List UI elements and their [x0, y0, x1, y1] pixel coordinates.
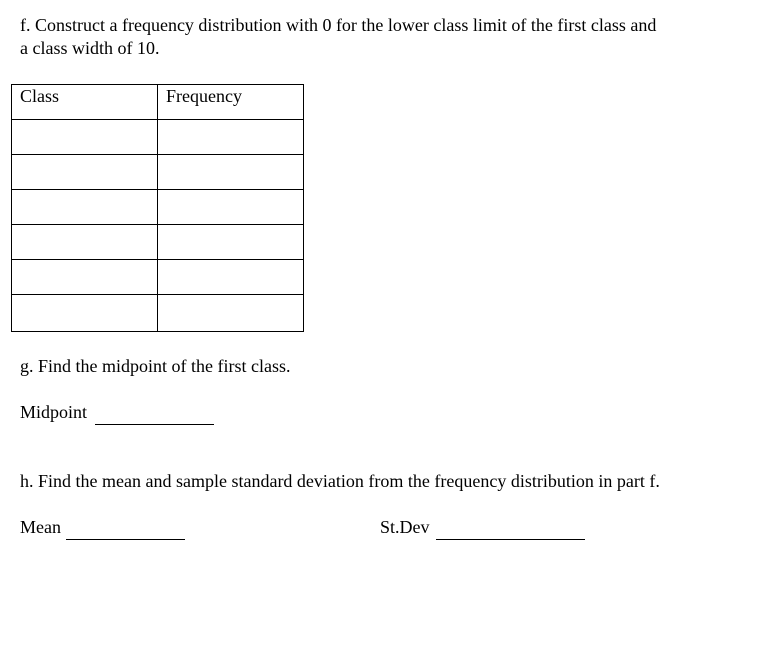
class-header-cell [12, 85, 158, 120]
table-header-row [12, 85, 304, 120]
midpoint-answer-blank[interactable] [95, 424, 214, 425]
frequency-table [11, 84, 304, 332]
mean-label: Mean [20, 517, 61, 537]
class-header: Class [20, 86, 60, 106]
class-cell[interactable] [12, 155, 158, 190]
question-f-text-line2: a class width of 10. [20, 38, 160, 58]
frequency-cell[interactable] [158, 225, 304, 260]
table-row [12, 260, 304, 295]
frequency-cell[interactable] [158, 190, 304, 225]
stdev-label: St.Dev [380, 517, 430, 537]
mean-answer-blank[interactable] [66, 539, 185, 540]
question-f-text-line1: f. Construct a frequency distribution with 0 for the lower class limit of the first class and [20, 15, 657, 35]
table-row [12, 225, 304, 260]
class-cell[interactable] [12, 190, 158, 225]
table-row [12, 295, 304, 332]
table-row [12, 155, 304, 190]
class-cell[interactable] [12, 260, 158, 295]
class-cell[interactable] [12, 225, 158, 260]
table-row [12, 190, 304, 225]
table-row [12, 120, 304, 155]
frequency-cell[interactable] [158, 120, 304, 155]
class-cell[interactable] [12, 295, 158, 332]
class-cell[interactable] [12, 120, 158, 155]
frequency-header: Frequency [166, 86, 242, 106]
midpoint-label: Midpoint [20, 402, 88, 422]
frequency-cell[interactable] [158, 260, 304, 295]
frequency-cell[interactable] [158, 155, 304, 190]
stdev-answer-blank[interactable] [436, 539, 585, 540]
question-g-text: g. Find the midpoint of the first class. [20, 356, 291, 376]
frequency-header-cell [158, 85, 304, 120]
frequency-cell[interactable] [158, 295, 304, 332]
question-h-text: h. Find the mean and sample standard deviation from the frequency distribution in part f. [20, 471, 660, 491]
